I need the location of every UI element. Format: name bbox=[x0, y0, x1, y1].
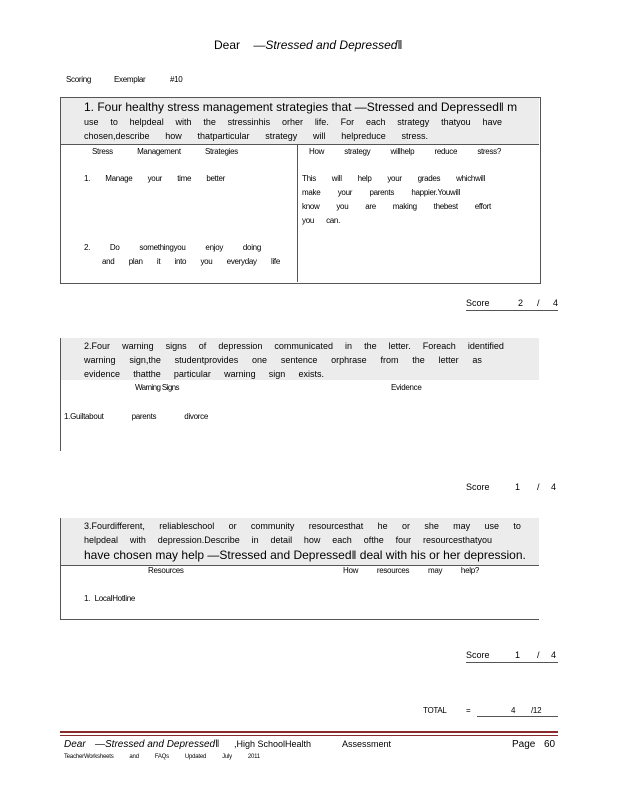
word: thatparticular bbox=[197, 131, 250, 141]
word: how bbox=[165, 131, 182, 141]
footer-line1 bbox=[64, 739, 560, 750]
section1-col1-header bbox=[92, 147, 238, 156]
scoring-exemplar-line bbox=[66, 75, 186, 84]
footer-assessment: Assessment bbox=[342, 739, 392, 749]
word: orher bbox=[281, 117, 303, 127]
exemplar-number: #10 bbox=[170, 75, 183, 84]
word: time bbox=[177, 174, 192, 183]
word: grades bbox=[417, 174, 441, 183]
word: the bbox=[364, 341, 377, 351]
word: Stress bbox=[92, 147, 113, 156]
word: stress? bbox=[477, 147, 501, 156]
word: warning bbox=[224, 369, 256, 379]
word: doing bbox=[242, 243, 261, 252]
word: helpdeal bbox=[84, 535, 119, 545]
word: can. bbox=[326, 216, 340, 225]
word: depression bbox=[218, 341, 263, 351]
word: into bbox=[174, 257, 187, 266]
word: This bbox=[302, 174, 316, 183]
section2-prompt-line2 bbox=[84, 355, 482, 365]
word: you bbox=[302, 216, 314, 225]
word: warning bbox=[122, 341, 154, 351]
word: Strategies bbox=[204, 147, 238, 156]
word: make bbox=[302, 188, 321, 197]
section3-prompt-line3: have chosen may help —Stressed and Depressed‖ deal with his or her depression. bbox=[84, 548, 526, 562]
word: 1.Guiltabout bbox=[64, 412, 104, 421]
word: enjoy bbox=[205, 243, 224, 252]
footer-dear: Dear bbox=[64, 739, 86, 750]
word: Do bbox=[109, 243, 120, 252]
word: your bbox=[147, 174, 162, 183]
word: thebest bbox=[433, 202, 458, 211]
word: will bbox=[312, 131, 326, 141]
score-label: Score bbox=[466, 298, 490, 308]
word: are bbox=[365, 202, 376, 211]
word: resourcesthatyou bbox=[422, 535, 492, 545]
section1-item1-answer-line3 bbox=[302, 202, 491, 211]
word: strategy bbox=[397, 117, 430, 127]
section1-column-divider bbox=[297, 144, 298, 282]
word: in bbox=[345, 341, 353, 351]
footer-page-number: 60 bbox=[544, 739, 556, 750]
word: will bbox=[331, 174, 342, 183]
word: reduce bbox=[434, 147, 458, 156]
page-header bbox=[214, 38, 402, 52]
word: Management bbox=[137, 147, 181, 156]
word: communicated bbox=[274, 341, 333, 351]
section2-item1 bbox=[64, 412, 208, 421]
word: parents bbox=[131, 412, 157, 421]
section1-item1-answer-line2 bbox=[302, 188, 460, 197]
footer-rule bbox=[60, 731, 558, 733]
word: community bbox=[250, 521, 295, 531]
word: one bbox=[252, 355, 268, 365]
section2-left-rule bbox=[60, 338, 61, 451]
word: sentence bbox=[280, 355, 318, 365]
header-title: —Stressed and Depressed‖ bbox=[253, 38, 403, 52]
score-slash: / bbox=[537, 650, 540, 660]
word: Foreach bbox=[422, 341, 456, 351]
word: thatthe bbox=[133, 369, 161, 379]
word: studentprovides bbox=[174, 355, 239, 365]
word: help bbox=[357, 174, 372, 183]
score-max: 4 bbox=[551, 650, 557, 660]
word: exists. bbox=[298, 369, 324, 379]
word: orphrase bbox=[331, 355, 367, 365]
word: know bbox=[302, 202, 320, 211]
word: 2. bbox=[84, 243, 91, 252]
word: you bbox=[336, 202, 349, 211]
word: may bbox=[453, 521, 471, 531]
word: the bbox=[412, 355, 425, 365]
section2-col2-header: Evidence bbox=[391, 383, 422, 392]
word: may bbox=[427, 566, 443, 575]
word: detail bbox=[270, 535, 293, 545]
word: four bbox=[395, 535, 412, 545]
footer-page-label: Page bbox=[512, 739, 536, 750]
word: your bbox=[337, 188, 353, 197]
section3-score-underline bbox=[466, 662, 558, 663]
word: somethingyou bbox=[139, 243, 186, 252]
footer-title: —Stressed and Depressed‖ bbox=[95, 739, 220, 750]
score-value: 1 bbox=[515, 482, 521, 492]
word: better bbox=[206, 174, 225, 183]
word: have bbox=[482, 117, 502, 127]
word: letter bbox=[438, 355, 459, 365]
word: identified bbox=[467, 341, 504, 351]
footer-course: ,High SchoolHealth bbox=[234, 739, 312, 749]
footer-line2 bbox=[64, 754, 260, 760]
word: in bbox=[251, 535, 259, 545]
section1-item1-answer-line4 bbox=[302, 216, 340, 225]
word: 1. bbox=[84, 174, 91, 183]
score-value: 2 bbox=[518, 298, 524, 308]
word: warning bbox=[84, 355, 116, 365]
scoring-label: Scoring bbox=[66, 75, 92, 84]
total-equals: = bbox=[466, 706, 471, 715]
word: parents bbox=[369, 188, 395, 197]
word: depression.Describe bbox=[157, 535, 240, 545]
score-max: 4 bbox=[553, 298, 559, 308]
total-underline bbox=[477, 716, 558, 717]
section1-col2-header bbox=[309, 147, 501, 156]
word: thatyou bbox=[441, 117, 471, 127]
word: sign,the bbox=[129, 355, 161, 365]
total-max: /12 bbox=[531, 706, 542, 715]
word: 3.Fourdifferent, bbox=[84, 521, 145, 531]
section1-item2-line1 bbox=[84, 243, 261, 252]
exemplar-label: Exemplar bbox=[114, 75, 146, 84]
total-value: 4 bbox=[511, 706, 516, 715]
word: your bbox=[387, 174, 402, 183]
section3-left-rule bbox=[60, 518, 61, 619]
section3-prompt-line1 bbox=[84, 521, 521, 531]
word: 2.Four bbox=[84, 341, 111, 351]
word: reliableschool bbox=[159, 521, 215, 531]
word: strategy bbox=[265, 131, 298, 141]
word: letter. bbox=[388, 341, 411, 351]
word: happier.Youwill bbox=[411, 188, 460, 197]
score-label: Score bbox=[466, 482, 490, 492]
word: evidence bbox=[84, 369, 121, 379]
section3-bottom-rule bbox=[60, 619, 539, 620]
section2-prompt-line3 bbox=[84, 369, 324, 379]
word: how bbox=[303, 535, 321, 545]
section3-col1-header: Resources bbox=[148, 566, 184, 575]
word: from bbox=[380, 355, 399, 365]
total-label: TOTAL bbox=[423, 706, 447, 715]
footer-rule-thin bbox=[60, 735, 558, 736]
word: willhelp bbox=[390, 147, 415, 156]
word: stressinhis bbox=[227, 117, 271, 127]
word: helpdeal bbox=[129, 117, 164, 127]
section2-prompt-line1 bbox=[84, 341, 504, 351]
score-label: Score bbox=[466, 650, 490, 660]
word: July bbox=[222, 754, 232, 760]
word: he bbox=[377, 521, 388, 531]
section2-col1-header: Warning Signs bbox=[135, 383, 179, 392]
word: use bbox=[484, 521, 500, 531]
word: 2011 bbox=[247, 754, 260, 760]
word: For bbox=[340, 117, 355, 127]
word: 1. bbox=[84, 594, 91, 603]
section1-item1-answer-line1 bbox=[302, 174, 485, 183]
section1-prompt-line3 bbox=[84, 131, 428, 141]
word: resources bbox=[376, 566, 410, 575]
word: sign bbox=[268, 369, 286, 379]
score-slash: / bbox=[537, 298, 540, 308]
word: she bbox=[424, 521, 439, 531]
word: or bbox=[401, 521, 410, 531]
word: with bbox=[129, 535, 146, 545]
header-dear: Dear bbox=[214, 38, 241, 52]
word: life bbox=[270, 257, 280, 266]
section3-item1 bbox=[84, 594, 135, 603]
score-value: 1 bbox=[515, 650, 521, 660]
word: TeacherWorksheets bbox=[64, 754, 114, 760]
word: each bbox=[365, 117, 386, 127]
word: particular bbox=[173, 369, 211, 379]
word: How bbox=[309, 147, 325, 156]
word: effort bbox=[474, 202, 491, 211]
word: Manage bbox=[105, 174, 133, 183]
section1-prompt-line2 bbox=[84, 117, 502, 127]
word: of bbox=[198, 341, 207, 351]
section1-header-rule bbox=[61, 144, 539, 145]
word: with bbox=[175, 117, 192, 127]
word: strategy bbox=[344, 147, 371, 156]
word: life. bbox=[314, 117, 329, 127]
score-max: 4 bbox=[551, 482, 557, 492]
word: the bbox=[203, 117, 216, 127]
word: everyday bbox=[226, 257, 257, 266]
word: you bbox=[200, 257, 213, 266]
word: signs bbox=[165, 341, 187, 351]
word: help? bbox=[460, 566, 479, 575]
word: LocalHotline bbox=[94, 594, 135, 603]
word: stress. bbox=[401, 131, 428, 141]
word: or bbox=[228, 521, 237, 531]
word: plan bbox=[128, 257, 143, 266]
word: to bbox=[513, 521, 521, 531]
word: use bbox=[84, 117, 99, 127]
word: and bbox=[129, 754, 139, 760]
word: chosen,describe bbox=[84, 131, 150, 141]
word: making bbox=[392, 202, 417, 211]
word: whichwill bbox=[456, 174, 485, 183]
word: How bbox=[343, 566, 359, 575]
word: resourcesthat bbox=[308, 521, 364, 531]
section1-item1 bbox=[84, 174, 225, 183]
section1-prompt-line1: 1. Four healthy stress management strategies that —Stressed and Depressed‖ m bbox=[84, 100, 518, 114]
word: FAQs bbox=[154, 754, 169, 760]
word: helpreduce bbox=[341, 131, 386, 141]
word: each bbox=[332, 535, 352, 545]
word: Updated bbox=[184, 754, 207, 760]
word: to bbox=[110, 117, 118, 127]
section1-item2-line2 bbox=[102, 257, 280, 266]
section1-score-underline bbox=[466, 310, 558, 311]
word: ofthe bbox=[363, 535, 384, 545]
section3-col2-header bbox=[343, 566, 479, 575]
section3-prompt-line2 bbox=[84, 535, 492, 545]
word: divorce bbox=[184, 412, 208, 421]
score-slash: / bbox=[537, 482, 540, 492]
word: and bbox=[102, 257, 115, 266]
word: it bbox=[156, 257, 161, 266]
word: as bbox=[472, 355, 482, 365]
